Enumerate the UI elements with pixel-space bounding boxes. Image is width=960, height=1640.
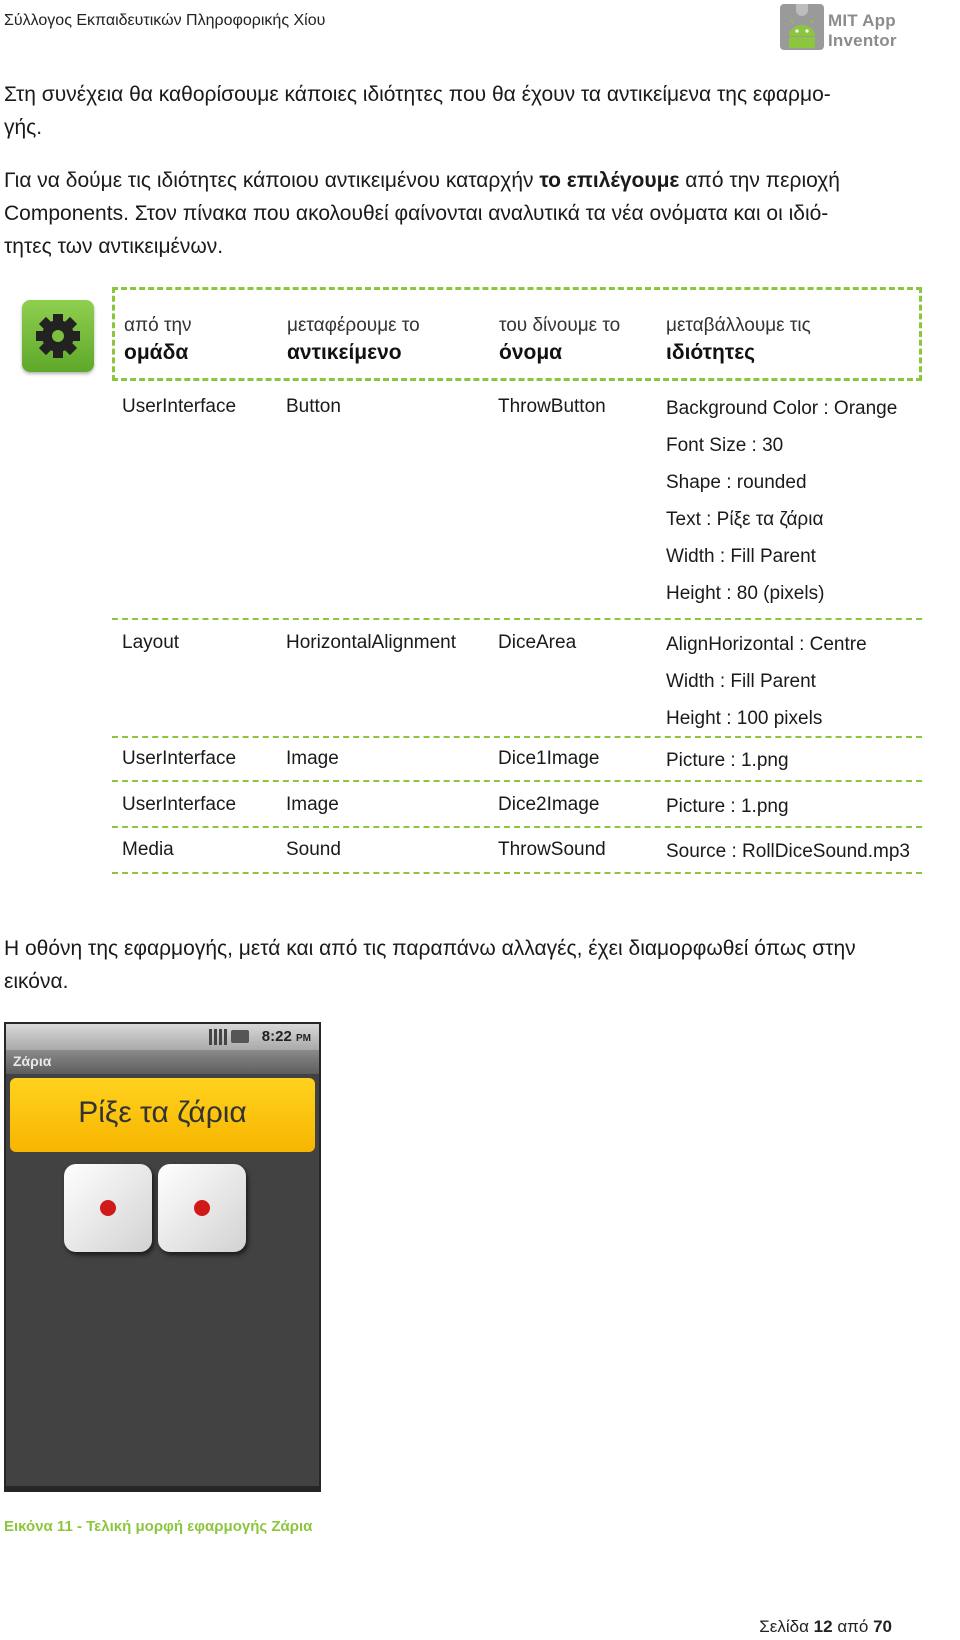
header-line-1: του δίνουμε το xyxy=(499,315,621,336)
row-separator xyxy=(112,618,922,620)
figure-caption: Εικόνα 11 - Τελική μορφή εφαρμογής Ζάρια xyxy=(4,1518,313,1535)
header-org-name: Σύλλογος Εκπαιδευτικών Πληροφορικής Χίου xyxy=(4,12,326,29)
die-pip xyxy=(100,1200,116,1216)
text-span: από την περιοχή xyxy=(679,169,840,192)
phone-app-content xyxy=(6,1074,319,1486)
row4-group: UserInterface xyxy=(122,794,237,815)
row3-object: Image xyxy=(286,748,339,769)
text-line: Στη συνέχεια θα καθορίσουμε κάποιες ιδιότητες που θα έχουν τα αντικείμενα της εφαρμο- xyxy=(4,83,831,106)
logo-text: MIT App Inventor xyxy=(828,11,897,50)
header-line-2: όνομα xyxy=(499,341,563,364)
row2-object: HorizontalAlignment xyxy=(286,632,457,653)
row4-object: Image xyxy=(286,794,339,815)
header-object xyxy=(287,314,420,368)
phone-clock xyxy=(262,1028,311,1045)
text-line xyxy=(4,164,904,197)
header-properties xyxy=(666,314,811,368)
outro-paragraph xyxy=(4,932,904,998)
row2-prop: Width : Fill Parent xyxy=(666,671,816,692)
phone-app-title: Ζάρια xyxy=(13,1053,52,1069)
current-page: 12 xyxy=(813,1617,833,1636)
battery-icon xyxy=(231,1030,249,1043)
header-name xyxy=(499,314,620,368)
row4-prop: Picture : 1.png xyxy=(666,796,789,817)
row-separator xyxy=(112,780,922,782)
text-span: Για να δούμε τις ιδιότητες κάποιου αντικειμένου καταρχήν xyxy=(4,169,540,192)
row-separator xyxy=(112,736,922,738)
header-line-1: από την xyxy=(124,315,192,336)
page-label: Σελίδα xyxy=(759,1617,809,1636)
text-line: τητες των αντικειμένων. xyxy=(4,235,224,258)
row1-prop: Width : Fill Parent xyxy=(666,546,816,567)
row2-prop: AlignHorizontal : Centre xyxy=(666,634,867,655)
settings-gear-tile xyxy=(22,300,94,372)
clock-time: 8:22 xyxy=(261,1028,292,1045)
android-puzzle-icon xyxy=(778,2,826,52)
header-line-1: μεταβάλλουμε τις xyxy=(666,315,811,336)
row1-prop: Background Color : Orange xyxy=(666,398,898,419)
row1-prop: Shape : rounded xyxy=(666,472,807,493)
row-separator xyxy=(112,872,922,874)
header-line-2: ιδιότητες xyxy=(666,341,756,364)
row1-prop: Font Size : 30 xyxy=(666,435,784,456)
phone-status-bar xyxy=(6,1024,319,1050)
dice2-image xyxy=(158,1164,246,1252)
row4-name: Dice2Image xyxy=(498,794,600,815)
signal-icon xyxy=(209,1029,227,1045)
row1-name: ThrowButton xyxy=(498,396,606,417)
page-number xyxy=(759,1617,892,1637)
row3-name: Dice1Image xyxy=(498,748,600,769)
die-pip xyxy=(194,1200,210,1216)
total-pages: 70 xyxy=(873,1617,892,1636)
page-of: από xyxy=(837,1617,869,1636)
text-line: Components. Στον πίνακα που ακολουθεί φαίνονται αναλυτικά τα νέα ονόματα και οι ιδιό- xyxy=(4,202,829,225)
row1-group: UserInterface xyxy=(122,396,237,417)
row5-name: ThrowSound xyxy=(498,839,606,860)
text-line: γής. xyxy=(4,116,43,139)
dice1-image xyxy=(64,1164,152,1252)
text-line: εικόνα. xyxy=(4,970,69,993)
header-line-2: ομάδα xyxy=(124,341,189,364)
header-group xyxy=(124,314,192,368)
row5-prop: Source : RollDiceSound.mp3 xyxy=(666,841,910,862)
row5-group: Media xyxy=(122,839,174,860)
intro-paragraph-1 xyxy=(4,78,904,144)
row5-object: Sound xyxy=(286,839,341,860)
row2-group: Layout xyxy=(122,632,180,653)
row-separator xyxy=(112,826,922,828)
phone-title-bar xyxy=(6,1050,319,1074)
row3-prop: Picture : 1.png xyxy=(666,750,789,771)
text-line: Η οθόνη της εφαρμογής, μετά και από τις παραπάνω αλλαγές, έχει διαμορφωθεί όπως στην xyxy=(4,937,856,960)
bold-text: το επιλέγουμε xyxy=(539,169,680,192)
header-line-2: αντικείμενο xyxy=(287,341,402,364)
row1-object: Button xyxy=(286,396,341,417)
throw-button-label: Ρίξε τα ζάρια xyxy=(78,1096,247,1129)
row3-group: UserInterface xyxy=(122,748,237,769)
clock-ampm: PM xyxy=(296,1033,311,1044)
phone-screenshot xyxy=(4,1022,321,1492)
app-inventor-logo xyxy=(778,2,956,54)
row2-name: DiceArea xyxy=(498,632,577,653)
row1-prop: Text : Ρίξε τα ζάρια xyxy=(666,509,824,530)
table-header-row xyxy=(112,287,922,381)
gear-icon xyxy=(22,300,94,372)
row2-prop: Height : 100 pixels xyxy=(666,708,823,729)
throw-button[interactable] xyxy=(10,1078,315,1152)
intro-paragraph-2 xyxy=(4,164,904,263)
row1-prop: Height : 80 (pixels) xyxy=(666,583,825,604)
header-line-1: μεταφέρουμε το xyxy=(287,315,420,336)
